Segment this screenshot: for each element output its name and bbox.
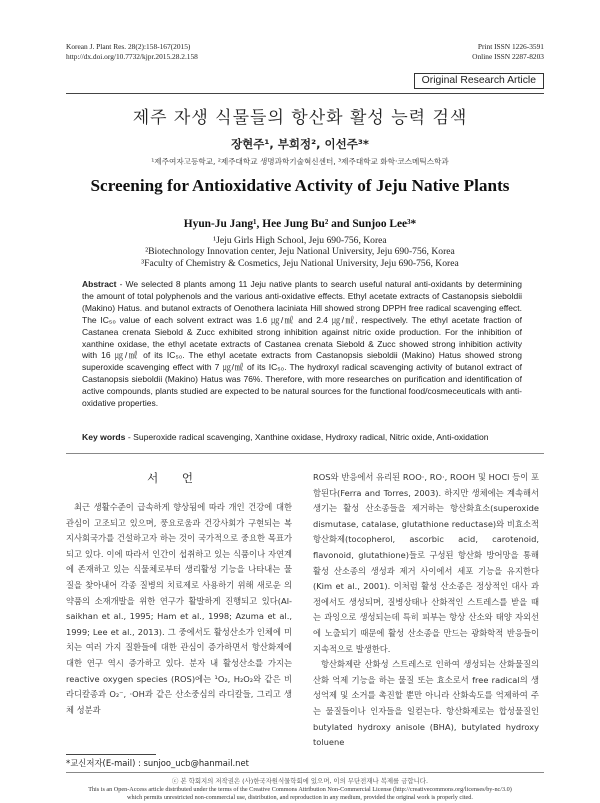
affiliation-3: ³Faculty of Chemistry & Cosmetics, Jeju National University, Jeju 690-756, Korea xyxy=(141,257,459,269)
keywords-label: Key words xyxy=(82,432,126,442)
abstract-text: - We selected 8 plants among 11 Jeju native plants to search useful natural anti-oxidants by determining the amount of total polyphenols and the various anti-oxidative effects. Ethyl acetate extracts of Castanopsis sieboldii (Makino) Hatus. and butanol extracts of Oenothera laciniata Hill showed strong DPPH free radical scavenging effect. The IC₅₀ value of each solvent extract was 1.6 ㎍/㎖ and 2.4 ㎍/㎖, respectively. The ethyl acetate fraction of Castanea crenata Siebold & Zucc exhibited strong inhibition against nitric oxide production. For the inhibition of xanthine oxidase, the ethyl acetate extracts of Castanea crenata Siebold & Zucc showed strong inhibition activity with 16 ㎍/㎖ of its IC₅₀. The ethyl acetate extracts from Castanopsis sieboldii (Makino) Hatus showed strong superoxide scavenging effect with 7 ㎍/㎖ of its IC₅₀. The hydroxyl radical scavenging activity of butanol extract of Castanopsis sieboldii (Makino) Hatus was 76%. Therefore, with more researches on purification and identification of active compounds, plants studied are expected to be natural sources for the functional food/cosmeceuticals with anti-oxidative properties. xyxy=(82,279,522,409)
korean-title: 제주 자생 식물들의 항산화 활성 능력 검색 xyxy=(132,108,468,128)
affiliation-1: ¹Jeju Girls High School, Jeju 690-756, Korea xyxy=(213,235,387,246)
license-notice xyxy=(40,786,560,801)
section-heading: 서 언 xyxy=(147,471,203,485)
journal-citation xyxy=(66,42,198,62)
body-paragraph: ROS와 반응에서 유리된 ROO·, RO·, ROOH 및 HOCl 등이 포함된다(Ferra and Torres, 2003). 하지만 생체에는 계속해서 생기는 활성 산소종들을 제거하는 항산화효소(superoxide dismutase, catalase, glutathione reductase)와 비효소적 항산화제(tocopherol, ascorbic acid, carotenoid, flavonoid, glutathione)들로 구성된 항산화 방어망을 통해 활성 산소종의 생성과 제거 사이에서 세포 기능을 유지한다(Kim et al., 2001). 이처럼 활성 산소종은 정상적인 대사 과정에서도 생성되며, 질병상태나 산화적인 스트레스를 받을 때는 과잉으로 생성되는데 특히 피부는 항상 산소와 태양 자외선에 노출되기 때문에 활성 산소종을 만드는 광화학적 반응들이 지속적으로 발생한다. xyxy=(313,472,539,654)
abstract-label: Abstract xyxy=(82,279,117,289)
print-issn: Print ISSN 1226-3591 xyxy=(477,42,544,51)
body-paragraph: 항산화제란 산화성 스트레스로 인하여 생성되는 산화물질의 산화 억제 기능을 하는 물질 또는 효소로서 free radical의 생성억제 및 소거를 촉진할 뿐만 아니라 산화속도를 억제하여 주는 물질들이나 인자들을 일컫는다. 항산화제로는 합성물질인 butylated hydroxy anisole (BHA), butylated hydroxy toluene xyxy=(313,659,539,748)
journal-line: Korean J. Plant Res. 28(2):158-167(2015) xyxy=(66,42,191,51)
affiliation-2: ²Biotechnology Innovation center, Jeju National University, Jeju 690-756, Korea xyxy=(145,246,455,258)
korean-affiliations: ¹제주여자고등학교, ²제주대학교 생명과학기술혁신센터, ³제주대학교 화학·코스메틱스학과 xyxy=(151,157,449,166)
body-left-column xyxy=(66,500,292,718)
english-authors: Hyun-Ju Jang¹, Hee Jung Bu² and Sunjoo Lee³* xyxy=(183,218,417,230)
korean-authors: 장현주¹, 부희정², 이선주³* xyxy=(231,137,369,151)
abstract xyxy=(82,279,522,410)
copyright-notice: ⓒ 본 학회지의 저작권은 (사)한국자원식물학회에 있으며, 이의 무단전재나 복제를 금합니다. xyxy=(172,777,428,785)
keywords-divider xyxy=(66,453,544,454)
online-issn: Online ISSN 2287-8203 xyxy=(472,52,544,61)
english-affiliations xyxy=(0,235,600,269)
article-type-badge: Original Research Article xyxy=(414,73,544,89)
doi-link[interactable]: http://dx.doi.org/10.7732/kjpr.2015.28.2.158 xyxy=(66,52,198,61)
license-line: This is an Open-Access article distributed under the terms of the Creative Commons Attribution Non-Commercial License (http://creativecommons.org/licenses/by-nc/3.0) xyxy=(88,786,512,793)
keywords xyxy=(82,432,542,442)
body-paragraph: 최근 생활수준이 급속하게 향상됨에 따라 개인 건강에 대한 관심이 고조되고 있으며, 풍요로움과 건강사회가 구현되는 복지사회국가를 건설하고자 하는 것이 국가적으로 중요한 목표가 되고 있다. 이에 따라서 인간이 섭취하고 있는 식품이나 자연계에 존재하고 있는 식물체로부터 생리활성 기능을 나타내는 물질을 찾아내어 각종 질병의 치료제로 사용하기 위해 새로운 의약품의 소재개발을 위한 연구가 활발하게 진행되고 있다(Al-saikhan et al., 1995; Ham et al., 1998; Azuma et al., 1999; Lee et al., 2013). 그 중에서도 활성산소가 인체에 미치는 여러 가지 질환들에 대한 관심이 증가하면서 항산화제에 대한 연구 역시 증가하고 있다. 분자 내 활성산소를 가지는 reactive oxygen species (ROS)에는 ¹O₂, H₂O₂와 같은 비 라디칼종과 O₂⁻, ·OH과 같은 산소중심의 라디칼들, 그리고 생체 성분과 xyxy=(66,502,292,715)
body-right-column xyxy=(313,470,539,751)
issn-block xyxy=(472,42,544,62)
english-title: Screening for Antioxidative Activity of Jeju Native Plants xyxy=(90,176,510,195)
license-line: which permits unrestricted non-commercial use, distribution, and reproduction in any medium, provided the original work is properly cited. xyxy=(127,793,473,801)
keywords-text: - Superoxide radical scavenging, Xanthine oxidase, Hydroxy radical, Nitric oxide, Anti-oxidation xyxy=(125,432,489,442)
footnote-divider xyxy=(66,754,156,755)
footer-divider xyxy=(66,772,544,773)
header-divider xyxy=(66,93,544,94)
correspondence-note: *교신저자(E-mail) : sunjoo_ucb@hanmail.net xyxy=(66,758,249,768)
